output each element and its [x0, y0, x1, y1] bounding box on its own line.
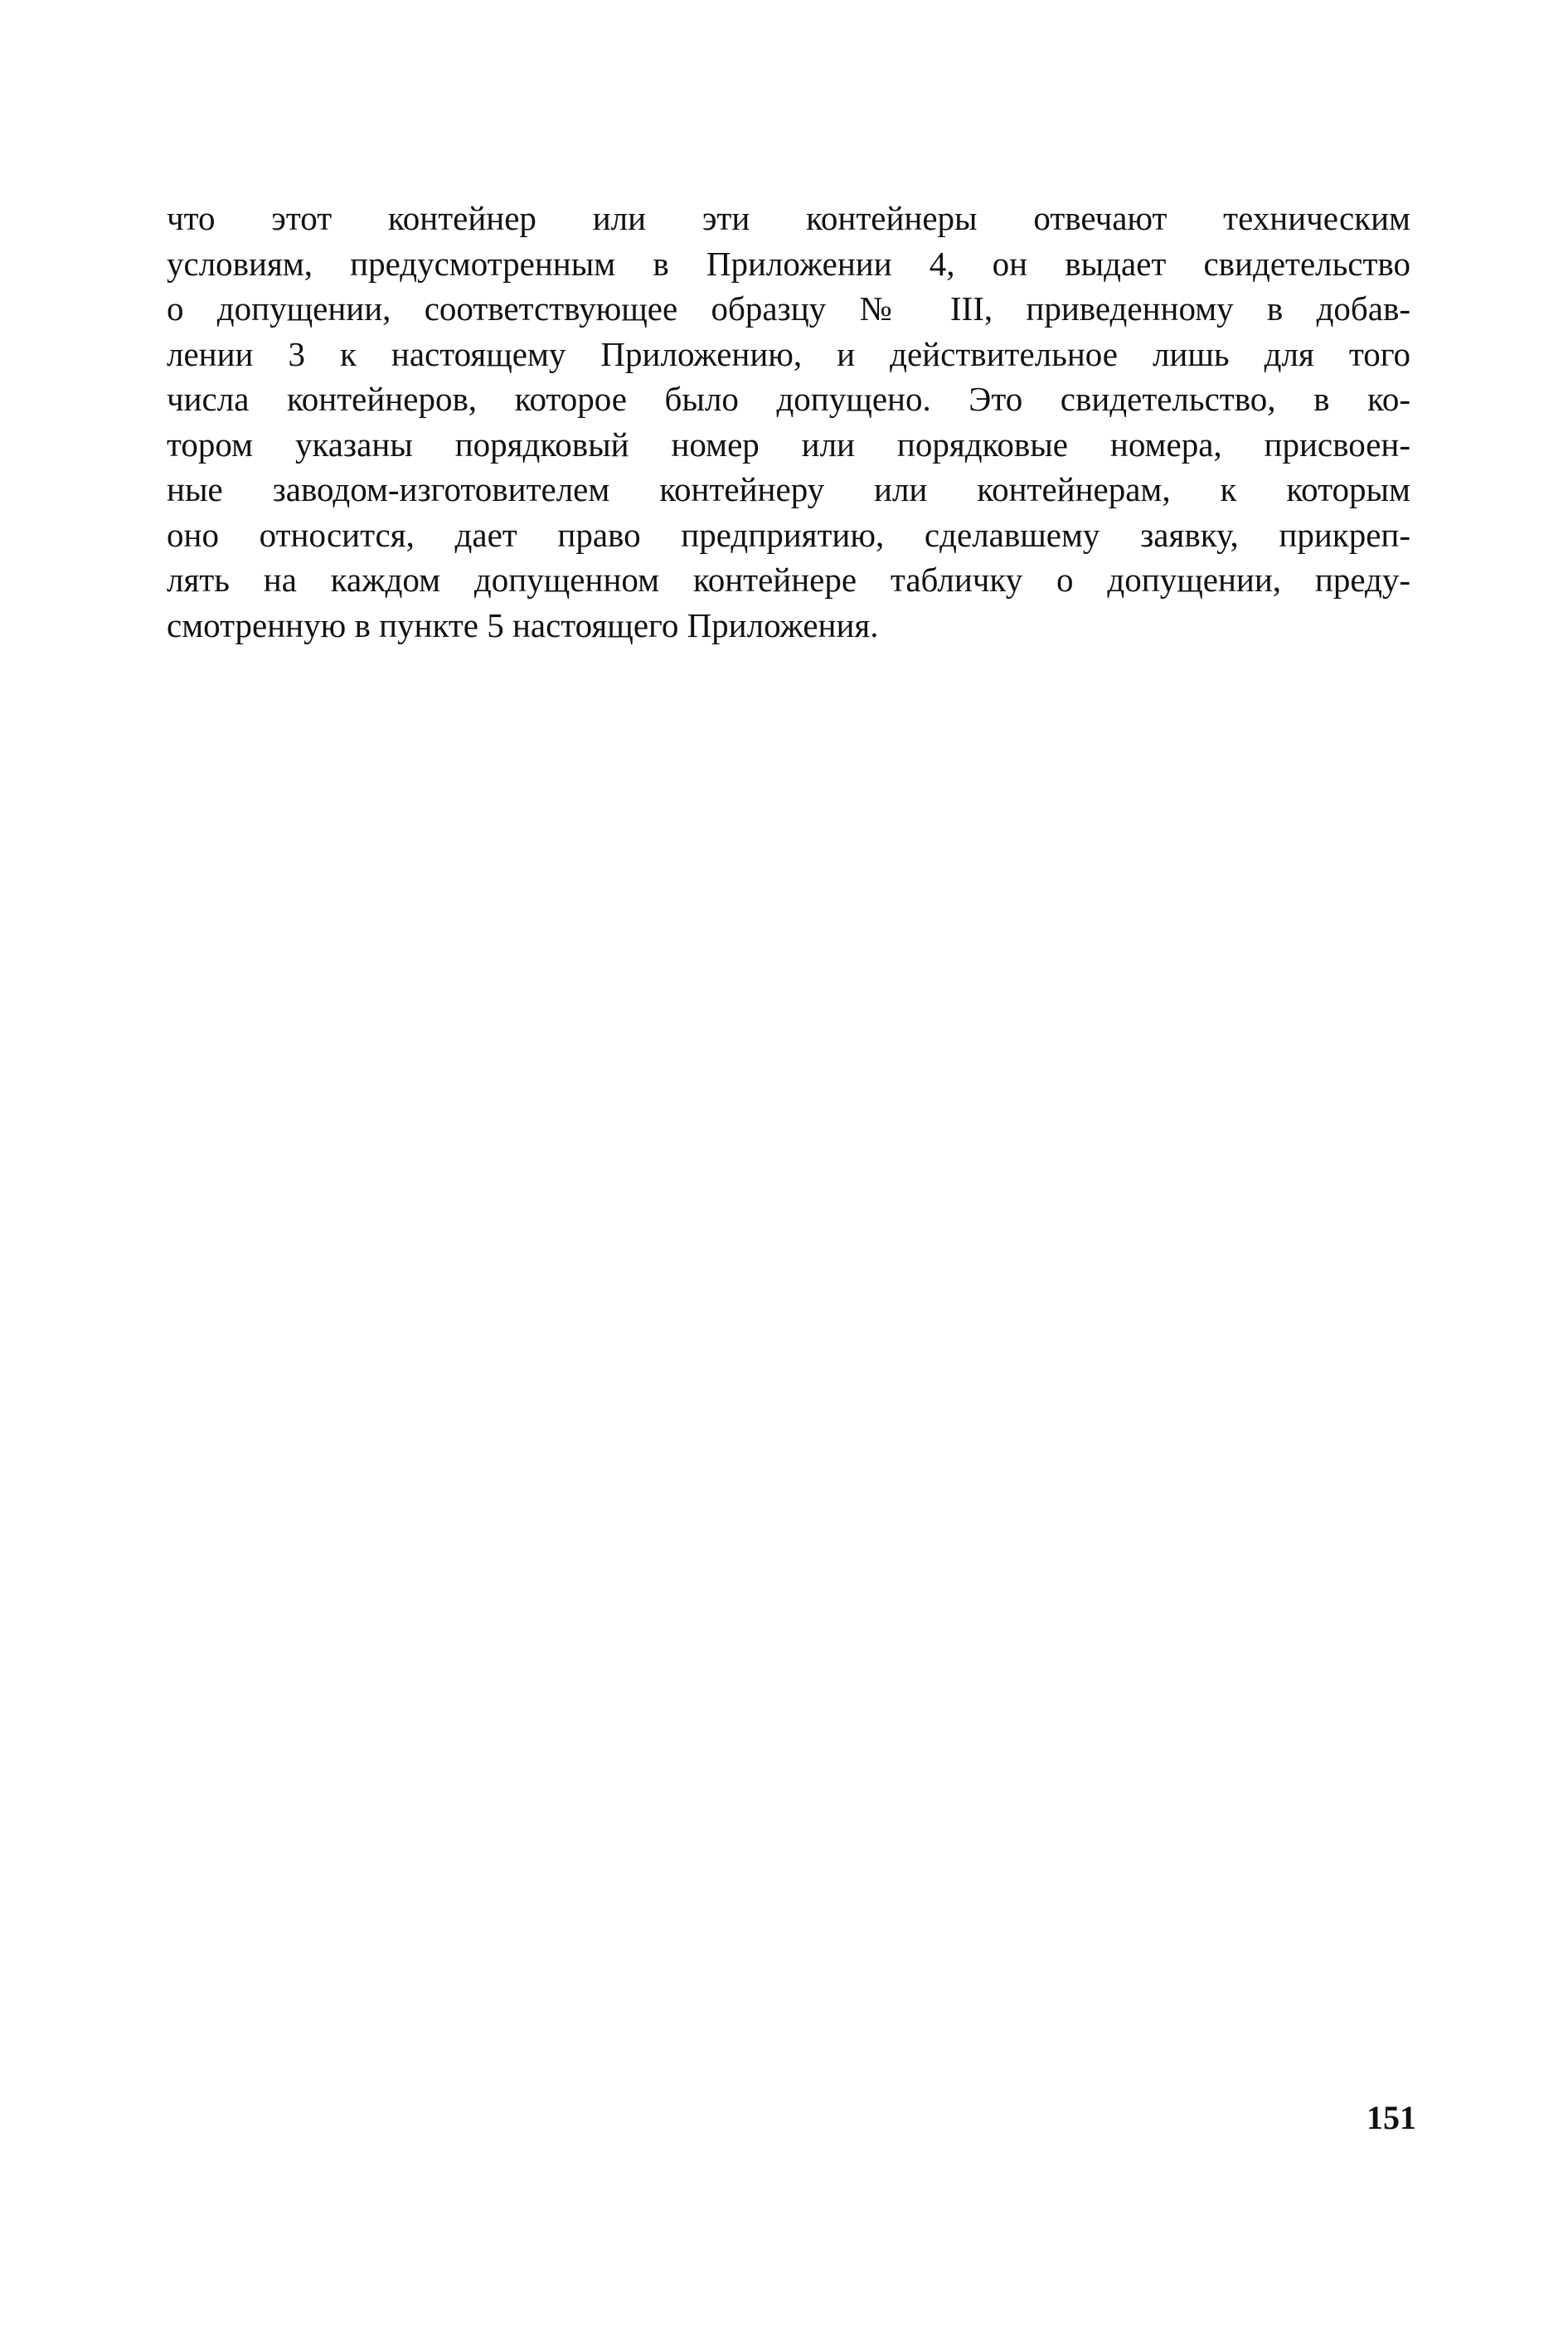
page-number: 151 — [1367, 2099, 1416, 2136]
text-line: условиям, предусмотренным в Приложении 4, он выдает свидетельство — [167, 244, 1410, 283]
text-line: лении 3 к настоящему Приложению, и действительное лишь для того — [167, 334, 1410, 373]
text-line: тором указаны порядковый номер или порядковые номера, присвоен- — [167, 425, 1410, 464]
text-line: что этот контейнер или эти контейнеры отвечают техническим — [167, 199, 1410, 237]
text-line: о допущении, соответствующее образцу № III, приведенному в добав- — [167, 289, 1410, 328]
text-line: ные заводом-изготовителем контейнеру или контейнерам, к которым — [167, 470, 1410, 508]
text-line: смотренную в пункте 5 настоящего Приложения. — [167, 605, 879, 644]
text-line: оно относится, дает право предприятию, сделавшему заявку, прикреп- — [167, 515, 1410, 554]
text-line: лять на каждом допущенном контейнере табличку о допущении, преду- — [167, 561, 1410, 599]
text-line: числа контейнеров, которое было допущено. Это свидетельство, в ко- — [167, 380, 1410, 418]
body-text — [167, 196, 1410, 648]
